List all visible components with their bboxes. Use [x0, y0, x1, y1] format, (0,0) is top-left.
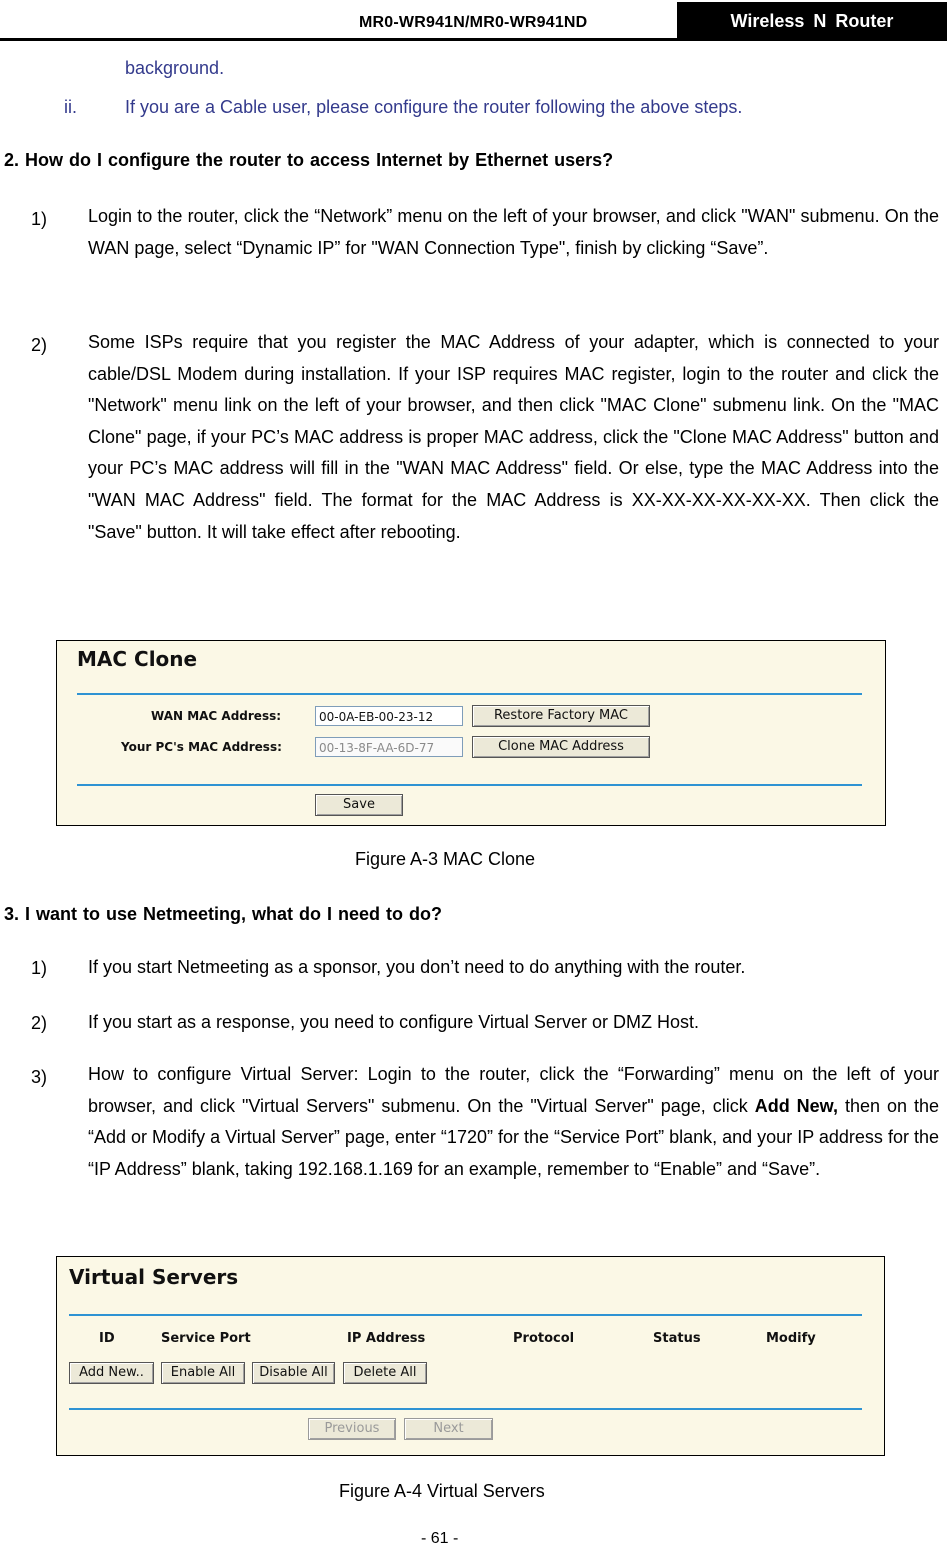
q3-step3-part2: then on the “Add or Modify a Virtual Server” page, enter “1720” for the “Service Port” blank, and your IP address for the “IP Address” blank, taking 192.168.1.169 for an example, remember to “Enable” and “Save”. [88, 1095, 939, 1179]
q2-step2-paragraph: Some ISPs require that you register the MAC Address of your adapter, which is connected to your cable/DSL Modem during installation. If your ISP requires MAC register, login to the router and click the "Network" menu link on the left of your browser, and then click "MAC Clone" submenu link. On the "MAC Clone" page, if your PC’s MAC address is proper MAC address, click the "Clone MAC Address" button and your PC’s MAC address will fill in the "WAN MAC Address" field. Or else, type the MAC Address into the "WAN MAC Address" field. The format for the MAC Address is XX-XX-XX-XX-XX-XX. Then click the "Save" button. It will take effect after rebooting. [88, 332, 939, 542]
wan-mac-input[interactable]: 00-0A-EB-00-23-12 [315, 706, 463, 726]
column-header-status: Status [653, 1331, 701, 1346]
q2-step1-paragraph: Login to the router, click the “Network” menu on the left of your browser, and click "WAN" submenu. On the WAN page, select “Dynamic IP” for "WAN Connection Type", finish by clicking “Save”. [88, 206, 939, 258]
figure-a3-caption: Figure A-3 MAC Clone [355, 849, 536, 869]
virtual-servers-figure [56, 1256, 885, 1456]
add-new-button[interactable]: Add New.. [69, 1362, 154, 1384]
intro-item-text: If you are a Cable user, please configure the router following the above steps. [125, 97, 743, 117]
disable-all-button[interactable]: Disable All [252, 1362, 335, 1384]
column-header-protocol: Protocol [513, 1331, 575, 1346]
next-button[interactable]: Next [404, 1418, 493, 1440]
q3-heading: 3. I want to use Netmeeting, what do I need to do? [4, 904, 443, 924]
q2-heading: 2. How do I configure the router to access Internet by Ethernet users? [4, 150, 614, 170]
q3-step3-part1: How to configure Virtual Server: Login to the router, click the “Forwarding” menu on the left of your browser, and click "Virtual Servers" submenu. On the "Virtual Server" page, click [88, 1064, 939, 1116]
enable-all-button[interactable]: Enable All [161, 1362, 245, 1384]
q3-step1-number: 1) [31, 958, 48, 978]
previous-button[interactable]: Previous [308, 1418, 396, 1440]
column-header-ip-address: IP Address [347, 1331, 426, 1346]
q2-step2-number: 2) [31, 335, 48, 355]
virtual-servers-bottom-rule [69, 1408, 862, 1410]
intro-continuation: background. [125, 58, 225, 78]
header-product-badge: Wireless N Router [677, 2, 947, 40]
figure-a4-caption: Figure A-4 Virtual Servers [339, 1481, 545, 1501]
mac-clone-bottom-rule [77, 784, 862, 786]
q3-step1-text: If you start Netmeeting as a sponsor, you don’t need to do anything with the router. [88, 957, 746, 977]
q3-step3-text [88, 1059, 939, 1185]
column-header-modify: Modify [766, 1331, 816, 1346]
virtual-servers-top-rule [69, 1314, 862, 1316]
header-rule [0, 38, 947, 41]
save-button[interactable]: Save [315, 794, 403, 816]
pc-mac-input: 00-13-8F-AA-6D-77 [315, 737, 463, 757]
q3-step3-number: 3) [31, 1067, 48, 1087]
restore-factory-mac-button[interactable]: Restore Factory MAC [472, 705, 650, 727]
column-header-id: ID [99, 1331, 115, 1346]
q3-step3-paragraph [88, 1059, 939, 1185]
page-number: - 61 - [421, 1530, 459, 1547]
q3-step2-number: 2) [31, 1013, 48, 1033]
q2-step2-text [88, 327, 939, 548]
delete-all-button[interactable]: Delete All [343, 1362, 427, 1384]
mac-clone-title: MAC Clone [77, 647, 198, 671]
q3-step3-bold: Add New, [754, 1095, 839, 1116]
wan-mac-label: WAN MAC Address: [151, 709, 282, 723]
pc-mac-label: Your PC's MAC Address: [121, 740, 282, 754]
q2-step1-text [88, 201, 939, 264]
clone-mac-address-button[interactable]: Clone MAC Address [472, 736, 650, 758]
mac-clone-top-rule [77, 693, 862, 695]
q2-step1-number: 1) [31, 209, 48, 229]
intro-item-marker: ii. [64, 97, 77, 117]
mac-clone-figure [56, 640, 886, 826]
virtual-servers-title: Virtual Servers [69, 1265, 239, 1289]
q3-step2-text: If you start as a response, you need to configure Virtual Server or DMZ Host. [88, 1012, 699, 1032]
header-model: MR0-WR941N/MR0-WR941ND [359, 14, 588, 31]
column-header-service-port: Service Port [161, 1331, 251, 1346]
